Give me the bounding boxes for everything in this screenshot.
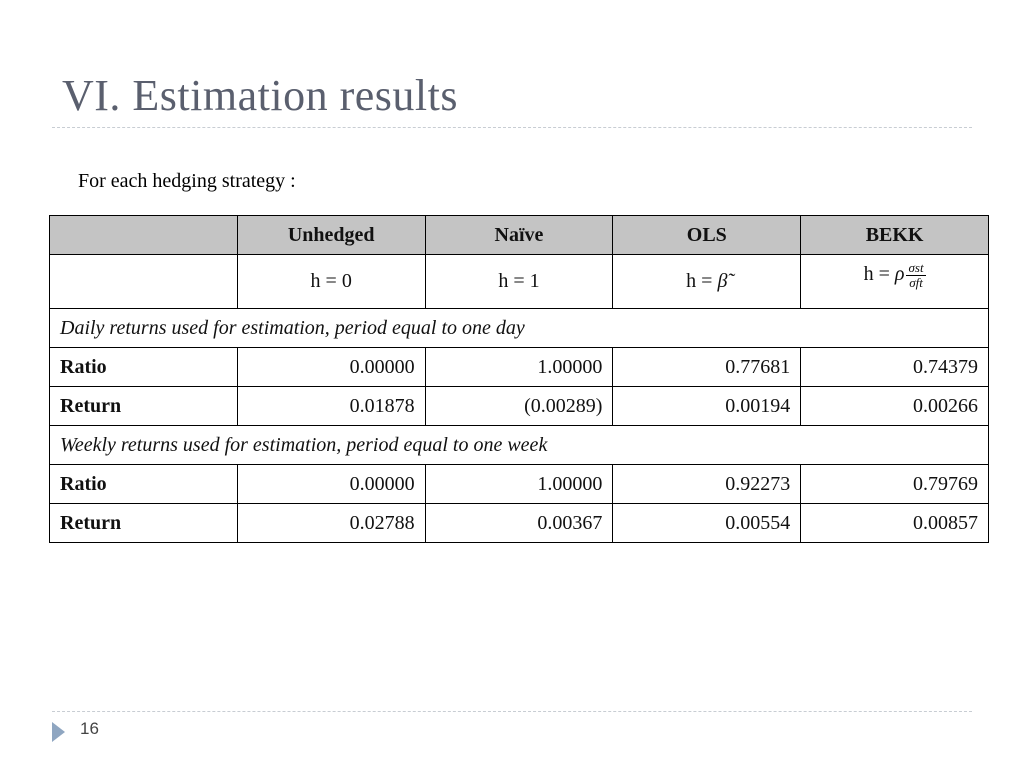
cell-unhedged: 0.01878 [237, 387, 425, 426]
cell-naive: 0.00367 [425, 504, 613, 543]
cell-bekk: 0.74379 [801, 348, 989, 387]
cell-bekk: 0.79769 [801, 465, 989, 504]
cell-ols: 0.00554 [613, 504, 801, 543]
formula-bekk-lhs [864, 261, 926, 290]
title-divider [52, 127, 972, 128]
row-label: Ratio [50, 465, 238, 504]
table-row [50, 348, 989, 387]
cell-unhedged: 0.00000 [237, 465, 425, 504]
row-label: Return [50, 387, 238, 426]
header-naive: Naïve [425, 216, 613, 255]
header-unhedged: Unhedged [237, 216, 425, 255]
formula-ols-beta: β̃ [717, 270, 728, 292]
section-caption-weekly: Weekly returns used for estimation, period equal to one week [50, 426, 989, 465]
row-label: Return [50, 504, 238, 543]
table-row [50, 504, 989, 543]
formula-bekk [801, 255, 989, 309]
results-table [49, 215, 989, 543]
header-bekk: BEKK [801, 216, 989, 255]
table-row [50, 387, 989, 426]
cell-bekk: 0.00857 [801, 504, 989, 543]
cell-naive: 1.00000 [425, 348, 613, 387]
hedge-formula-row [50, 255, 989, 309]
slide-title: VI. Estimation results [62, 71, 458, 120]
formula-unhedged: h = 0 [237, 255, 425, 309]
cell-ols: 0.77681 [613, 348, 801, 387]
cell-unhedged: 0.02788 [237, 504, 425, 543]
footer-divider [52, 711, 972, 712]
formula-bekk-fraction [906, 261, 925, 290]
formula-ols-prefix: h = [686, 270, 718, 292]
header-ols: OLS [613, 216, 801, 255]
section-row-weekly [50, 426, 989, 465]
formula-bekk-prefix: h = [863, 263, 895, 286]
formula-bekk-denominator: σft [909, 275, 923, 290]
cell-naive: (0.00289) [425, 387, 613, 426]
formula-bekk-numerator: σst [908, 260, 924, 275]
header-empty [50, 216, 238, 255]
cell-ols: 0.92273 [613, 465, 801, 504]
table-row [50, 465, 989, 504]
row-label: Ratio [50, 348, 238, 387]
section-row-daily [50, 309, 989, 348]
formula-bekk-rho: ρ [894, 263, 905, 286]
formula-naive: h = 1 [425, 255, 613, 309]
page-number: 16 [80, 719, 99, 738]
cell-naive: 1.00000 [425, 465, 613, 504]
cell-bekk: 0.00266 [801, 387, 989, 426]
cell-ols: 0.00194 [613, 387, 801, 426]
triangle-arrow-icon [52, 722, 65, 742]
section-caption-daily: Daily returns used for estimation, period equal to one day [50, 309, 989, 348]
intro-text: For each hedging strategy : [78, 170, 296, 192]
table-header-row [50, 216, 989, 255]
formula-empty-cell [50, 255, 238, 309]
formula-ols [613, 255, 801, 309]
cell-unhedged: 0.00000 [237, 348, 425, 387]
